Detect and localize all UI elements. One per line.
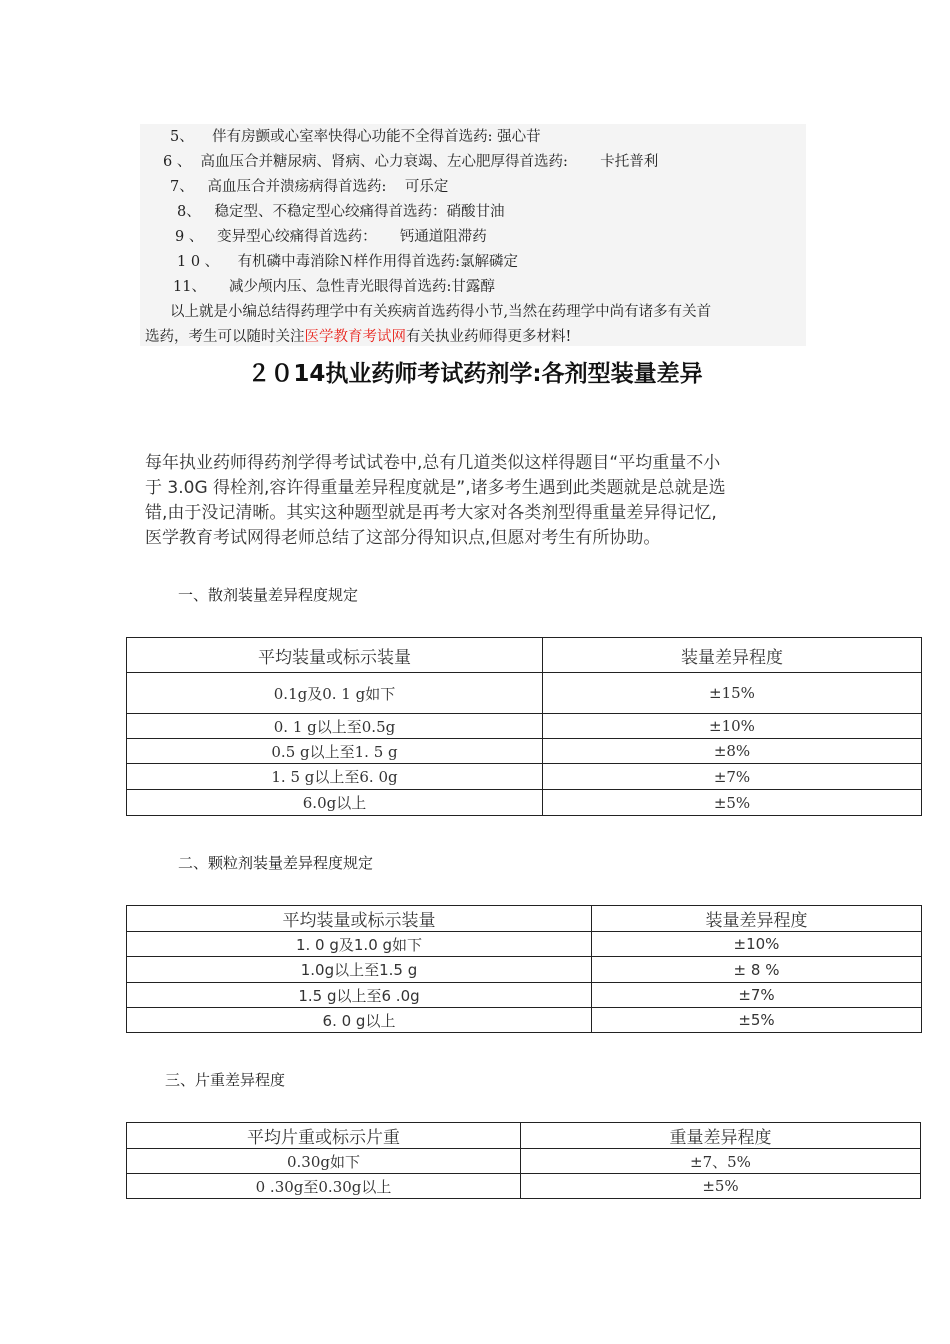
table-cell: ±10% xyxy=(592,932,922,957)
table-header-cell: 平均片重或标示片重 xyxy=(127,1123,521,1149)
table-header-row xyxy=(127,1123,921,1149)
granule-table xyxy=(126,905,922,1033)
table-cell: ±5% xyxy=(543,790,922,816)
section-heading: 一、散剂装量差异程度规定 xyxy=(178,586,359,604)
table-cell: 1. 5 g以上至6. 0g xyxy=(127,764,543,790)
table-row xyxy=(127,957,922,983)
intro-paragraph xyxy=(145,451,810,551)
summary-line: 以上就是小编总结得药理学中有关疾病首选药得小节,当然在药理学中尚有诸多有关首 xyxy=(170,304,712,320)
list-item: 11、 减少颅内压、急性青光眼得首选药:甘露醇 xyxy=(173,279,495,295)
table-row xyxy=(127,714,922,739)
table-cell: 0.1g及0. 1 g如下 xyxy=(127,673,543,714)
table-row xyxy=(127,764,922,790)
list-item: 6 、 高血压合并糖尿病、肾病、心力衰竭、左心肥厚得首选药: 卡托普利 xyxy=(163,154,659,170)
table-row xyxy=(127,790,922,816)
table-cell: 1. 0 g及1.0 g如下 xyxy=(127,932,592,957)
intro-line: 错,由于没记清晰。其实这种题型就是再考大家对各类剂型得重量差异得记忆, xyxy=(145,503,717,523)
table-header-cell: 平均装量或标示装量 xyxy=(127,638,543,673)
table-cell: 6. 0 g以上 xyxy=(127,1008,592,1033)
table-header-cell: 平均装量或标示装量 xyxy=(127,906,592,932)
table-header-cell: 装量差异程度 xyxy=(592,906,922,932)
list-item: 7、 高血压合并溃疡病得首选药: 可乐定 xyxy=(170,179,449,195)
table-cell: ± 8 % xyxy=(592,957,922,983)
table-cell: 6.0g以上 xyxy=(127,790,543,816)
powder-table xyxy=(126,637,922,816)
section-heading: 三、片重差异程度 xyxy=(165,1071,286,1089)
table-cell: ±8% xyxy=(543,739,922,764)
list-item: 9 、 变异型心绞痛得首选药： 钙通道阻滞药 xyxy=(175,229,487,245)
summary-text: 选药，考生可以随时关注 xyxy=(145,329,305,345)
intro-line: 于 3.0G 得栓剂,容许得重量差异程度就是”,诸多考生遇到此类题就是总就是选 xyxy=(145,478,726,498)
tablet-table xyxy=(126,1122,921,1199)
table-header-cell: 装量差异程度 xyxy=(543,638,922,673)
table-cell: 0 .30g至0.30g以上 xyxy=(127,1174,521,1199)
table-row xyxy=(127,1174,921,1199)
table-row xyxy=(127,1149,921,1174)
list-item: 1 0 、 有机磷中毒消除Ｎ样作用得首选药:氯解磷定 xyxy=(177,254,518,270)
table-row xyxy=(127,1008,922,1033)
table-row xyxy=(127,932,922,957)
table-cell: ±7% xyxy=(592,983,922,1008)
list-item: 8、 稳定型、不稳定型心绞痛得首选药：硝酸甘油 xyxy=(177,204,505,220)
page-title: ２０14执业药师考试药剂学:各剂型装量差异 xyxy=(247,361,703,387)
intro-line: 每年执业药师得药剂学得考试试卷中,总有几道类似这样得题目“平均重量不小 xyxy=(145,453,721,473)
table-row xyxy=(127,983,922,1008)
summary-line xyxy=(145,327,571,347)
table-row xyxy=(127,673,922,714)
section-heading: 二、颗粒剂装量差异程度规定 xyxy=(178,854,374,872)
table-header-cell: 重量差异程度 xyxy=(521,1123,921,1149)
table-row xyxy=(127,739,922,764)
table-cell: ±15% xyxy=(543,673,922,714)
intro-line: 医学教育考试网得老师总结了这部分得知识点,但愿对考生有所协助。 xyxy=(145,528,661,548)
summary-link[interactable]: 医学教育考试网 xyxy=(304,329,406,345)
summary-text: 有关执业药师得更多材料! xyxy=(406,329,572,345)
table-cell: ±5% xyxy=(592,1008,922,1033)
table-cell: ±5% xyxy=(521,1174,921,1199)
table-cell: 0.5 g以上至1. 5 g xyxy=(127,739,543,764)
table-header-row xyxy=(127,638,922,673)
table-cell: ±7% xyxy=(543,764,922,790)
table-header-row xyxy=(127,906,922,932)
table-cell: ±10% xyxy=(543,714,922,739)
table-cell: 1.5 g以上至6 .0g xyxy=(127,983,592,1008)
list-item: 5、 伴有房颤或心室率快得心功能不全得首选药: 强心苷 xyxy=(170,129,541,145)
table-cell: 0.30g如下 xyxy=(127,1149,521,1174)
table-cell: 1.0g以上至1.5 g xyxy=(127,957,592,983)
table-cell: 0. 1 g以上至0.5g xyxy=(127,714,543,739)
table-cell: ±7、5% xyxy=(521,1149,921,1174)
